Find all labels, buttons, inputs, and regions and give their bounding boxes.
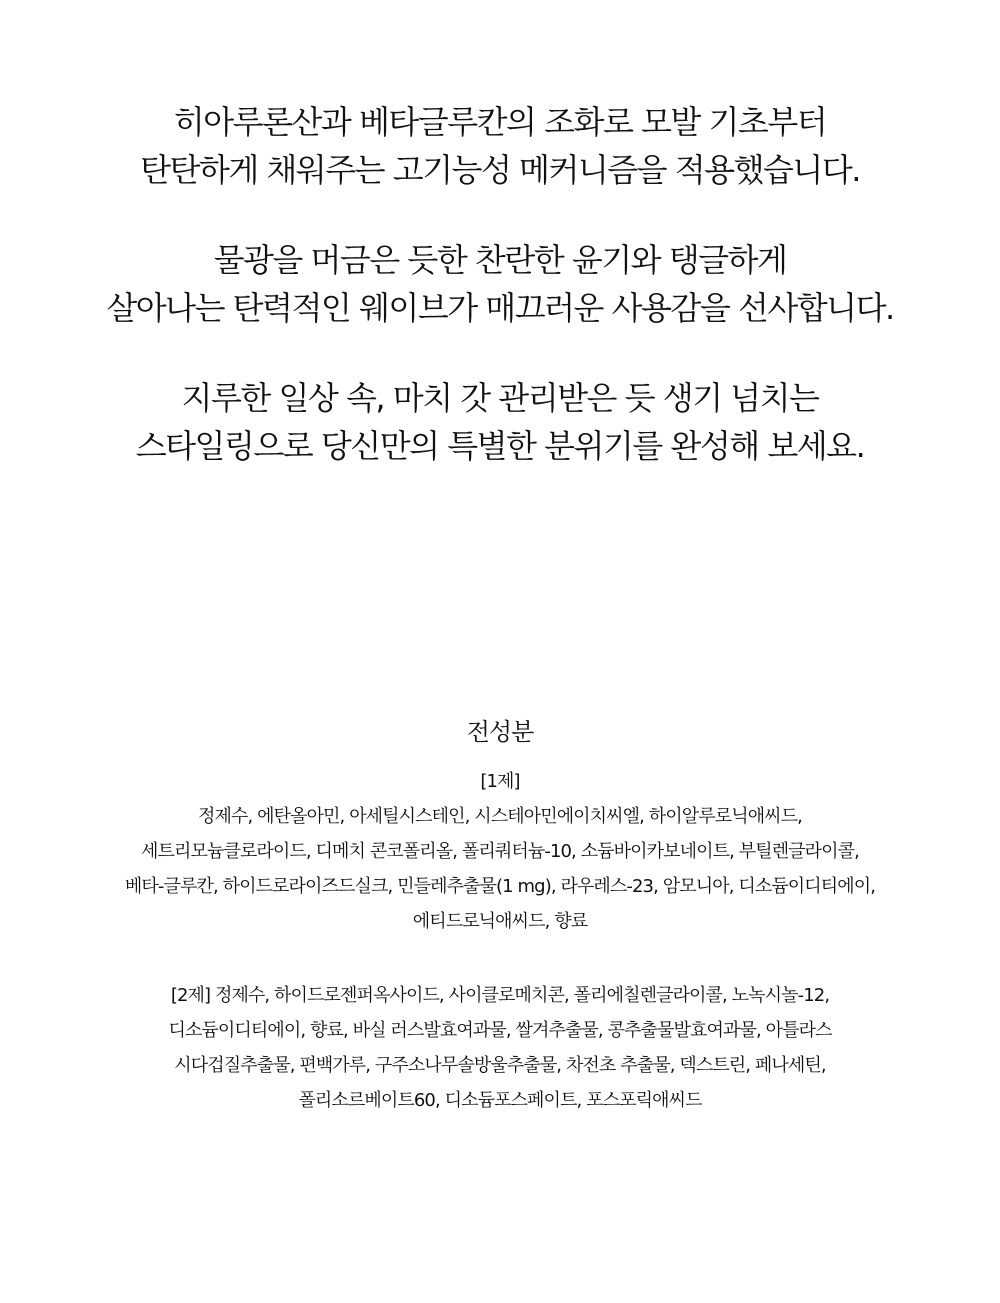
ingredient-line: 에티드로닉애씨드, 향료 [412,911,588,932]
description-line: 탄탄하게 채워주는 고기능성 메커니즘을 적용했습니다. [140,151,860,189]
ingredient-line: 폴리소르베이트60, 디소듐포스페이트, 포스포릭애씨드 [298,1090,702,1111]
part1-label: [1제] [480,771,520,792]
description-line: 살아나는 탄력적인 웨이브가 매끄러운 사용감을 선사합니다. [106,289,894,327]
ingredients-title: 전성분 [466,718,534,746]
ingredient-line: 세트리모늄클로라이드, 디메치 콘코폴리올, 폴리쿼터늄-10, 소듐바이카보네이트, 부틸렌글라이콜, [141,841,859,862]
description-line: 물광을 머금은 듯한 찬란한 윤기와 탱글하게 [213,241,787,279]
ingredient-line: 정제수, 에탄올아민, 아세틸시스테인, 시스테아민에이치씨엘, 하이알루로닉애씨드, [198,806,802,827]
section-spacer [0,939,1000,978]
description-line: 지루한 일상 속, 마치 갓 관리받은 듯 생기 넘치는 [181,379,819,417]
product-description [0,98,1000,512]
ingredient-line: 베타-글루칸, 하이드로라이즈드실크, 민들레추출물(1 mg), 라우레스-23, 암모니아, 디소듐이디티에이, [124,876,876,897]
ingredient-line: [2제] 정제수, 하이드로젠퍼옥사이드, 사이클로메치콘, 폴리에칠렌글라이콜, 노녹시놀-12, [170,985,830,1006]
description-line: 스타일링으로 당신만의 특별한 분위기를 완성해 보세요. [135,427,865,465]
description-line: 히아루론산과 베타글루칸의 조화로 모발 기초부터 [173,103,827,141]
ingredient-line: 디소듐이디티에이, 향료, 바실 러스발효여과물, 쌀겨추출물, 콩추출물발효여과물, 아틀라스 [168,1020,832,1041]
description-paragraph-1 [0,98,1000,194]
ingredients-section [0,712,1000,1118]
ingredient-line: 시다겁질추출물, 편백가루, 구주소나무솔방울추출물, 차전초 추출물, 덱스트린, 페나세틴, [174,1055,826,1076]
description-paragraph-3 [0,374,1000,470]
description-paragraph-2 [0,236,1000,332]
